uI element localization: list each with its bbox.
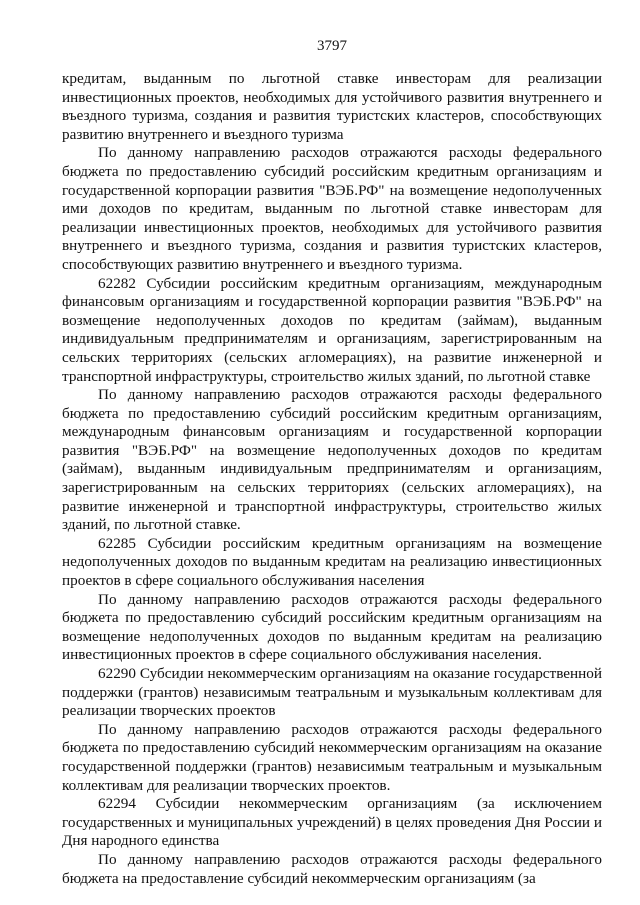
paragraph-code-62294: 62294 Субсидии некоммерческим организациям (за исключением государственных и муниципальных учреждений) в целях проведения Дня России и Дня народного единства [62,795,602,850]
document-page [62,36,602,888]
paragraph-code-62290: 62290 Субсидии некоммерческим организациям на оказание государственной поддержки (грантов) независимым театральным и музыкальным коллективам для реализации творческих проектов [62,665,602,720]
paragraph-description-62282: По данному направлению расходов отражаются расходы федерального бюджета по предоставлению субсидий российским кредитным организациям, международным финансовым организациям и государственной корпорации развития "ВЭБ.РФ" на возмещение недополученных доходов по кредитам (займам), выданным индивидуальным предпринимателям и организациям, зарегистрированным на сельских территориях (сельских агломерациях), на развитие инженерной и транспортной инфраструктуры, строительство жилых зданий, по льготной ставке. [62,386,602,534]
paragraph-code-62282: 62282 Субсидии российским кредитным организациям, международным финансовым организациям и государственной корпорации развития "ВЭБ.РФ" на возмещение недополученных доходов по кредитам (займам), выданным индивидуальным предпринимателям и организациям, зарегистрированным на сельских территориях (сельских агломерациях), на развитие инженерной и транспортной инфраструктуры, строительство жилых зданий, по льготной ставке [62,274,602,385]
paragraph-description-62285: По данному направлению расходов отражаются расходы федерального бюджета по предоставлению субсидий российским кредитным организациям на возмещение недополученных доходов по выданным кредитам на реализацию инвестиционных проектов в сфере социального обслуживания населения. [62,590,602,664]
paragraph-description-62294: По данному направлению расходов отражаются расходы федерального бюджета на предоставление субсидий некоммерческим организациям (за [62,850,602,887]
paragraph-description-tourism: По данному направлению расходов отражаются расходы федерального бюджета по предоставлению субсидий российским кредитным организациям и государственной корпорации развития "ВЭБ.РФ" на возмещение недополученных ими доходов по кредитам, выданным по льготной ставке инвесторам для реализации инвестиционных проектов, необходимых для устойчивого развития внутреннего и въездного туризма, создания и развития туристских кластеров, способствующих развитию внутреннего и въездного туризма. [62,144,602,273]
paragraph-continuation: кредитам, выданным по льготной ставке инвесторам для реализации инвестиционных проектов, необходимых для устойчивого развития внутреннего и въездного туризма, создания и развития туристских кластеров, способствующих развитию внутреннего и въездного туризма [62,70,602,143]
page-number: 3797 [317,38,347,54]
paragraph-code-62285: 62285 Субсидии российским кредитным организациям на возмещение недополученных доходов по выданным кредитам на реализацию инвестиционных проектов в сфере социального обслуживания населения [62,534,602,590]
paragraph-description-62290: По данному направлению расходов отражаются расходы федерального бюджета по предоставлению субсидий некоммерческим организациям на оказание государственной поддержки (грантов) независимым театральным и музыкальным коллективам для реализации творческих проектов. [62,720,602,794]
